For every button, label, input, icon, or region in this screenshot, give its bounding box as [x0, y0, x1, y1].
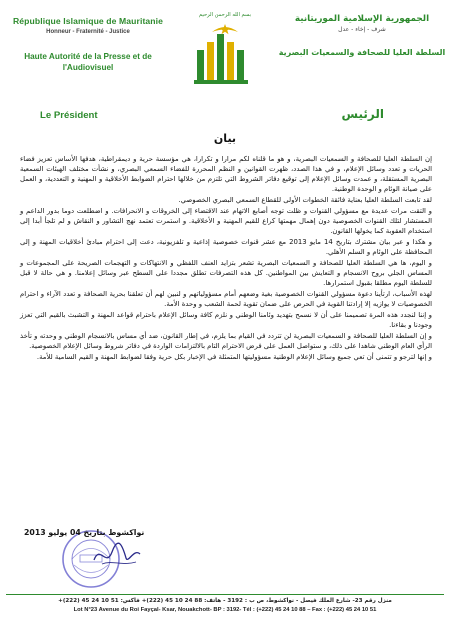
letterhead-arabic [278, 14, 446, 58]
authority-name-fr: Haute Autorité de la Presse et de l'Audiovisuel [24, 52, 152, 72]
statement-paragraph: إن السلطة العليا للصحافة و السمعيات البصرية، و هو ما قلناه لكم مرارا و تكرارا، هي مؤسسة حرية و ديمقراطية، هدفها الأساس تعزيز فضاء الحريات و تعدد وسائل الإعلام، و في هذا الصدد، ظهرت القوانين و النظم المحررة للفضاء السمعي البصري، و نشأت مختلف الهيئات السمعية البصرية المستقلة، و عمدت وسائل الإعلام إلى توقيع دفاتر الشروط التي تلتزم من خلالها احترام الضوابط الأخلاقية و المهنية و التعددية، و العمل على صيانة الوئام و الوحدة الوطنية. [20, 155, 432, 194]
footer-address-ar: منزل رقم 23- شارع الملك فيصل - نواكشوط، ص ب : 3192 - هاتف: 88 24 10 45 (222)+ فاكس: 51 10 24 45 (222)+ [58, 598, 392, 604]
dateline: نواكشوط بتاريخ 04 يوليو 2013 [24, 528, 145, 537]
president-title-ar: الرئيس [341, 107, 384, 121]
authority-name-ar: السلطة العليا للصحافة والسمعيات البصرية [278, 48, 446, 57]
statement-paragraph: و إن السلطة العليا للصحافة و السمعيات البصرية لن تتردد في القيام بما يلزم، في إطار القانون، ضد أي مساس بالانسجام الوطني و وحدته و تأخذ الرأي العام الوطني شاهدا على ذلك، و ستواصل العمل على فرض الاحترام التام بالالتزامات الواردة في دفاتر شروط وسائل الإعلام الخصوصية. [20, 331, 432, 350]
motto-fr: Honneur - Fraternité - Justice [46, 29, 130, 35]
president-title-fr: Le Président [40, 110, 98, 121]
statement-body [20, 154, 432, 362]
statement-paragraph: لهذه الأسباب، ارتأينا دعوة مسؤولي القنوات الخصوصية بغية وضعهم أمام مسؤولياتهم و لنبين لهم أن تعلقنا بحرية الصحافة و تعدد الآراء و احترام الخصوصيات لا يوازيه إلا إرادتنا القوية في الحرص على ضمان تقوية لحمة الشعب و وحدة الأمة. [20, 290, 432, 309]
statement-paragraph: لقد تابعت السلطة العليا بعناية فائقة الخطوات الأولى للقطاع السمعي البصري الخصوصي. [178, 196, 432, 205]
statement-paragraph: و إننا لنجدد هذه المرة تصميمنا على أن لا نسمح بتهديد وئامنا الوطني و نلزم كافة وسائل الإعلام باحترام قواعد المهنة و التشبث بالقيم التي تعزز وجودنا و بقاءنا. [20, 310, 432, 330]
country-name-fr: République Islamique de Mauritanie [13, 16, 163, 26]
statement-paragraph: و إنها لترجو و تتمنى أن تعي جميع وسائل الإعلام الوطنية مسؤوليتها المتمثلة في الإخبار بكل حرية وفقا لضوابط المهنة و القيم السامية للأمة. [36, 352, 432, 361]
footer-address-fr: Lot N°23 Avenue du Roi Fayçal- Ksar, Nouakchott- BP : 3192- Tél : (+222) 45 24 10 88 – Fax : (+222) 45 24 10 51 [73, 607, 377, 613]
motto-ar: شرف - إخاء - عدل [338, 26, 386, 33]
document-title: بيان [213, 132, 237, 145]
statement-paragraph: و التقت مرات عديدة مع مسؤولي القنوات و ظلت توجه أصابع الاتهام عند الاقتضاء إلى الخروقات و الانحرافات. و اضطلعت دوما بدور الداعم و المستشار لتلك القنوات الخصوصية دون إهمال مهمتها كراع للقيم المهنية و الأخلاقية. و استمرت تعتمد نهج التشاور و النقاش و لم تلجأ أبدا إلى استخدام العقوبة كما يخولها القانون. [20, 206, 432, 236]
letterhead-french [4, 16, 172, 73]
country-name-ar: الجمهورية الإسلامية الموريتانية [294, 14, 430, 24]
handwritten-signature [92, 540, 142, 570]
statement-paragraph: و اليوم، ها هي السلطة العليا للصحافة و السمعيات البصرية تشعر بتزايد العنف اللفظي و الانتهاكات و التهجمات الصريحة على المجموعات و المساس الجلي بروح الانسجام و التعايش بين المواطنين. كل هذه التصرفات تطلق مجددا على السطح عبر وسائل إعلامنا. و هي حالة لا قبل للسلطة اليوم مطلقا بقبول استمرارها. [20, 258, 432, 288]
footer-divider [6, 594, 444, 595]
authority-logo [188, 22, 262, 88]
statement-paragraph: و هكذا و عبر بيان مشترك بتاريخ 14 مايو 2013 مع عشر قنوات خصوصية إذاعية و تلفزيونية، دعت إلى احترام مبادئ أخلاقيات المهنة و إلى المحافظة على الوئام و السلم الأهلي. [20, 238, 432, 257]
bismillah-header: بسم الله الرحمن الرحيم [198, 12, 252, 18]
